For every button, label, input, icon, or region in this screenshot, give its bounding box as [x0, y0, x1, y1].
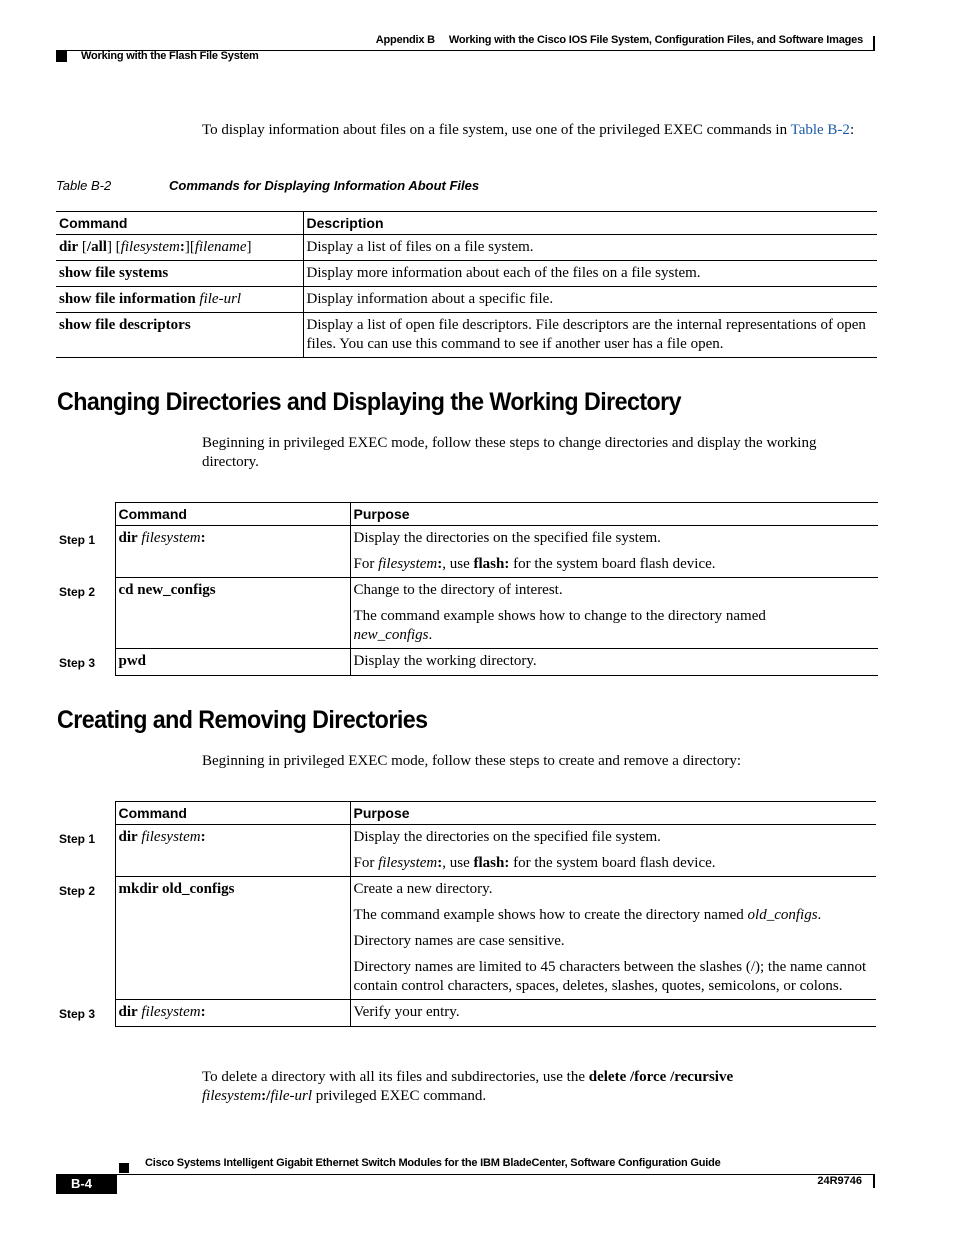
step-purpose: Change to the directory of interest. The command example shows how to change to the directory named new_configs. — [350, 578, 878, 649]
section2-heading: Creating and Removing Directories — [57, 706, 428, 734]
section2-heading-wrap — [57, 706, 455, 735]
cell-command: show file systems — [56, 261, 303, 287]
col-header-command: Command — [56, 212, 303, 235]
step-command: dir filesystem: — [115, 526, 350, 578]
step-row — [56, 1000, 876, 1027]
cell-description: Display a list of open file descriptors. File descriptors are the internal representations of open files. You can use this command to see if another user has a file open. — [303, 313, 877, 358]
table-row — [56, 235, 877, 261]
footer-bar — [873, 1174, 875, 1188]
step-row — [56, 526, 878, 578]
header-appendix: Appendix B — [375, 34, 435, 46]
col-header-command: Command — [115, 802, 350, 825]
table-header-row — [56, 802, 876, 825]
cell-command: show file descriptors — [56, 313, 303, 358]
step-label: Step 2 — [59, 883, 96, 898]
header-square-icon — [56, 51, 67, 62]
section1-intro: Beginning in privileged EXEC mode, follow these steps to change directories and display the working directory. — [202, 435, 817, 470]
intro-end: : — [849, 122, 855, 138]
step-purpose: Display the working directory. — [350, 649, 878, 676]
table-caption — [56, 178, 111, 193]
closing-paragraph: To delete a directory with all its files and subdirectories, use the delete /force /recursive filesystem:/file-url privileged EXEC command. — [202, 1069, 734, 1104]
table-row — [56, 287, 877, 313]
running-header — [300, 34, 863, 46]
section2-steps-table — [56, 801, 876, 1027]
step-purpose: Verify your entry. — [350, 1000, 876, 1027]
step-command: dir filesystem: — [115, 825, 350, 877]
header-bar — [873, 36, 875, 50]
page-number: B-4 — [56, 1174, 117, 1194]
table-caption-title: Commands for Displaying Information About Files — [169, 178, 480, 193]
section1-steps-table — [56, 502, 878, 676]
intro-text: To display information about files on a file system, use one of the privileged EXEC commands in — [202, 122, 788, 138]
col-header-command: Command — [115, 503, 350, 526]
cell-description: Display information about a specific file. — [303, 287, 877, 313]
cell-command: show file information file-url — [56, 287, 303, 313]
step-command: cd new_configs — [115, 578, 350, 649]
cell-description: Display a list of files on a file system. — [303, 235, 877, 261]
step-label: Step 3 — [59, 1006, 96, 1021]
footer-title: Cisco Systems Intelligent Gigabit Ethernet Switch Modules for the IBM BladeCenter, Software Configuration Guide — [145, 1157, 721, 1169]
table-header-row — [56, 212, 877, 235]
section1-heading-wrap — [57, 388, 728, 417]
table-b2-link[interactable]: Table B-2 — [790, 122, 850, 138]
section2-intro: Beginning in privileged EXEC mode, follow these steps to create and remove a directory: — [202, 753, 742, 769]
table-header-row — [56, 503, 878, 526]
step-row — [56, 649, 878, 676]
step-label: Step 1 — [59, 532, 96, 547]
step-purpose: Display the directories on the specified file system. For filesystem:, use flash: for the system board flash device. — [350, 526, 878, 578]
section1-heading: Changing Directories and Displaying the Working Directory — [57, 388, 682, 416]
header-section: Working with the Flash File System — [81, 50, 259, 62]
step-purpose: Display the directories on the specified file system. For filesystem:, use flash: for the system board flash device. — [350, 825, 876, 877]
cell-command: dir [/all] [filesystem:][filename] — [56, 235, 303, 261]
table-caption-title-wrap — [169, 178, 479, 193]
doc-id: 24R9746 — [817, 1175, 862, 1187]
table-b2 — [56, 211, 877, 358]
step-command: pwd — [115, 649, 350, 676]
table-row — [56, 313, 877, 358]
footer-square-icon — [119, 1163, 129, 1173]
cell-description: Display more information about each of the files on a file system. — [303, 261, 877, 287]
step-row — [56, 578, 878, 649]
col-header-purpose: Purpose — [350, 503, 878, 526]
step-label: Step 1 — [59, 831, 96, 846]
step-command: dir filesystem: — [115, 1000, 350, 1027]
table-caption-label: Table B-2 — [56, 178, 112, 193]
col-header-description: Description — [303, 212, 877, 235]
step-command: mkdir old_configs — [115, 877, 350, 1000]
step-row — [56, 877, 876, 1000]
header-chapter-title: Working with the Cisco IOS File System, Configuration Files, and Software Images — [448, 34, 863, 46]
table-row — [56, 261, 877, 287]
footer-rule — [56, 1174, 875, 1175]
step-purpose: Create a new directory. The command example shows how to create the directory named old_configs. Directory names are case sensitive. Directory names are limited to 45 characters between the slashes (/); the name cannot contain control characters, spaces, deletes, slashes, quotes, semicolons, or colons. — [350, 877, 876, 1000]
step-label: Step 3 — [59, 655, 96, 670]
intro-paragraph — [202, 121, 862, 140]
step-row — [56, 825, 876, 877]
step-label: Step 2 — [59, 584, 96, 599]
col-header-purpose: Purpose — [350, 802, 876, 825]
